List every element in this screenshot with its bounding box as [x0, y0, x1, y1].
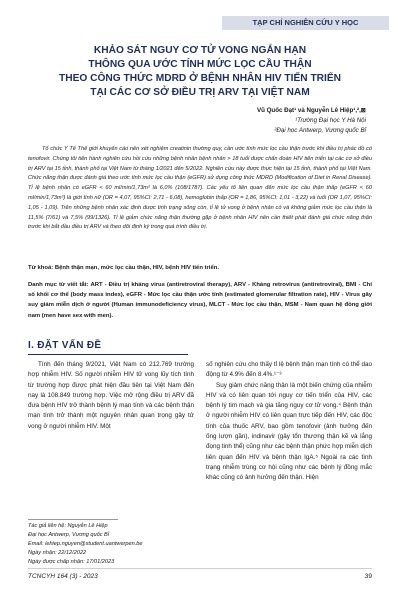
abstract — [28, 145, 372, 233]
title-line-2: THÔNG QUA ƯỚC TÍNH MỨC LỌC CẦU THẬN — [88, 59, 312, 70]
correspondence-divider — [28, 519, 118, 520]
footer-divider — [28, 568, 372, 569]
intro-paragraph-2: Suy giảm chức năng thận là một biến chứng của nhiễm HIV và có liên quan tới nguy cơ tiến triển của HIV, các bệnh lý tim mạch và gia tăng nguy cơ tử vong.⁴ Bệnh thận ở người nhiễm HIV có liên quan trực tiếp đến HIV, các độc tính của thuốc ARV, bao gồm tenofovir (ảnh hưởng đến ống lượn gần), indinavir (gây tổn thương thận kẽ và lắng đọng tinh thể) cũng như các bệnh thận phức hợp miễn dịch liên quan đến HIV và bệnh thận IgA.⁵ Ngoài ra các tình trạng nhiễm trùng cơ hội cũng như các bệnh lý đồng mắc khác cũng có ảnh hưởng đến thận. Hiện — [206, 381, 372, 482]
abstract-text: Tổ chức Y Tế Thế giới khuyến cáo nên xét nghiệm creatinin thường quy, cần ước tính mức lọc cầu thận trước khi điều trị phác đồ có tenofovir. Chúng tôi tiến hành nghiên cứu hồi cứu những bệnh nhân bệnh nhân > 18 tuổi được chẩn đoán HIV tiến triển tại các cơ sở điều trị ARV tại 15 tỉnh, thành phố tại Việt Nam từ tháng 1/2021 đến 5/2022. Nghiên cứu này được thực hiện tại 15 tỉnh, thành phố tại Việt Nam. Chức năng thận được đánh giá theo ước tính mức lọc cầu thận (eGFR) sử dụng công thức MDRD (Modification of Diet in Renal Disease). Tỉ lệ bệnh nhân có eGFR < 60 ml/min/1,73m² là 6,0% (108/1787). Các yếu tố liên quan đến mức lọc cầu thận thấp (eGFR < 60 ml/min/1,73m²) là giới tính nữ (OR = 4,07, 95%CI: 2,71 - 6,08), hemoglobin thấp (OR = 1,86, 95%CI: 1,01 - 3,22) và tuổi (OR 1,07, 95%CI: 1,05 - 1,09). Trên những bệnh nhân xác định được tình trạng sống còn, tỉ lệ tử vong ở bệnh nhân có và không giảm mức lọc cầu thận là 11,5% (7/61) và 7,5% (99/1326). Tỉ lệ giảm chức năng thận thường gặp ở bệnh nhân HIV nên cần thiết phát đánh giá chức năng thận trước khi bắt đầu điều trị ARV và theo dõi định kỳ trong quá trình điều trị. — [28, 146, 372, 231]
section-divider — [28, 354, 188, 355]
article-title — [30, 44, 370, 100]
corresponding-affiliation: Đại học Antwerp, Vương quốc Bỉ — [28, 532, 110, 538]
affiliation-1: ¹Trường Đại học Y Hà Nội — [295, 117, 366, 124]
section-heading: I. ĐẶT VẤN ĐỀ — [28, 340, 102, 351]
affiliation-2: ²Đại học Antwerp, Vương quốc Bỉ — [274, 127, 366, 134]
journal-header: TẠP CHÍ NGHIÊN CỨU Y HỌC — [222, 16, 389, 30]
intro-paragraph-1-cont: số nghiên cứu cho thấy tỉ lệ bệnh thận mạn tính có thể dao động từ 4.9% đến 8.4%.¹⁻³ — [206, 361, 372, 379]
accepted-date: Ngày được chấp nhận: 17/01/2023 — [28, 559, 115, 565]
corresponding-author: Tác giả liên hệ: Nguyễn Lê Hiệp — [28, 523, 108, 529]
title-line-3: THEO CÔNG THỨC MDRD Ở BỆNH NHÂN HIV TIẾN TRIỂN — [58, 73, 342, 84]
body-column-left — [28, 360, 194, 432]
title-line-4: TẠI CÁC CƠ SỞ ĐIỀU TRỊ ARV TẠI VIỆT NAM — [90, 87, 310, 98]
intro-paragraph-1: Tính đến tháng 9/2021, Việt Nam có 212.769 trường hợp nhiễm HIV. Số người nhiễm HIV tử vong lũy tích tính từ trường hợp được phát hiện đầu tiên tại Việt Nam đến nay là 108.849 trường hợp. Việc mở rộng điều trị ARV đã đưa bệnh HIV trở thành bệnh lý mạn tính và các bệnh thận mạn tính trở thành một nguyên nhân quan trọng gây tử vong ở người nhiễm HIV. Một — [28, 361, 194, 430]
title-line-1: KHẢO SÁT NGUY CƠ TỬ VONG NGẮN HẠN — [93, 45, 307, 56]
footer-page-number: 39 — [364, 573, 372, 580]
keywords: Từ khoá: Bệnh thận mạn, mức lọc cầu thận, HIV, bệnh HIV tiến triển. — [28, 265, 219, 271]
correspondence-block — [28, 522, 194, 567]
received-date: Ngày nhận: 22/12/2022 — [28, 550, 87, 556]
author-names: Vũ Quốc Đạt¹ và Nguyễn Lê Hiệp¹,²,⊠ — [256, 107, 366, 114]
footer-journal-issue: TCNCYH 164 (3) - 2023 — [28, 573, 98, 580]
author-block — [257, 106, 366, 136]
body-column-right — [206, 360, 372, 484]
corresponding-email: Email: lehiep.nguyen@student.uantwerpen.be — [28, 541, 143, 547]
abbreviations: Danh mục từ viết tắt: ART - Điều trị kháng virus (antiretroviral therapy), ARV - Kháng retrovirus (antiretroviral), BMI - Chỉ số khối cơ thể (body mass index), eGFR - Mức lọc cầu thận ước tính (estimated glomerular filtration rate), HIV - Virus gây suy giảm miễn dịch ở người (Human immunodeficiency virus), MLCT - Mức lọc cầu thận, MSM - Nam quan hệ đồng giới nam (men have sex with men). — [28, 282, 372, 319]
